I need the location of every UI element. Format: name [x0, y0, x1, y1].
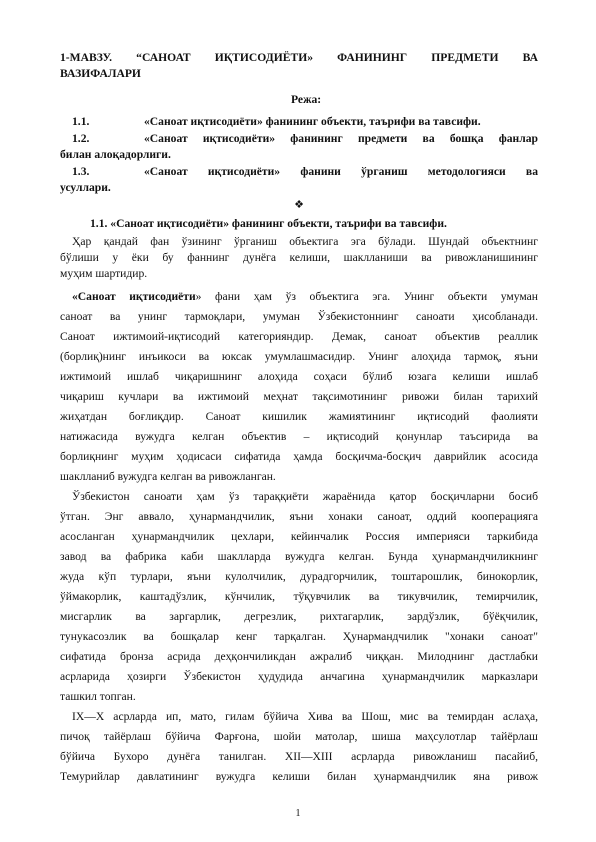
paragraph-4-line: бўйича Бухоро дунёга танилган. XII—XIII асрларда ривожланиш пасайиб, — [60, 750, 538, 763]
paragraph-2-line: саноат ва унинг тармоқлари, умуман Ўзбекистоннинг саноати ҳисобланади. — [60, 310, 538, 323]
paragraph-3-line: сифатида бронза асрида деҳқончиликдан ажралиб чиққан. Милоднинг дастлабки — [60, 650, 538, 663]
paragraph-2-line: Саноат ижтимоий-иқтисодий категорияндир. Демак, саноат объектив реаллик — [60, 330, 538, 343]
page-number: 1 — [295, 808, 301, 819]
paragraph-2-first-line-rest: » фани ҳам ўз объектига эга. Унинг объекти умуман — [195, 290, 538, 303]
paragraph-2-line: жиҳатдан боғлиқдир. Саноат кишилик жамиятининг иқтисодий фаолияти — [60, 410, 538, 423]
plan-item-number: 1.1. — [72, 115, 90, 128]
paragraph-1-line: бўлиши у ёки бу фаннинг дунёга келиши, шаклланиши ва ривожланишининг — [60, 251, 538, 264]
paragraph-2-line: (борлиқ)нинг инъикоси ва юксак умумлашмасидир. Унинг алоҳида тармоқ, яъни — [60, 350, 538, 363]
paragraph-3-line: жуда кўп турлари, яъни кулолчилик, дурадгорчилик, тоштарошлик, бинокорлик, — [60, 570, 538, 583]
topic-title-line-2: ВАЗИФАЛАРИ — [60, 67, 141, 80]
paragraph-4-line: Темурийлар давлатининг вужудга келиши билан ҳунармандчилик яна ривож — [60, 770, 538, 783]
paragraph-2-line: борлиқнинг муҳим ҳодисаси сифатида ҳамда босқичма-босқич даврийлик асосида — [60, 450, 538, 463]
paragraph-4-line: IX—X асрларда ип, мато, гилам бўйича Хива ва Шош, мис ва темирдан аслаҳа, — [72, 710, 538, 723]
paragraph-2-line: шаклланиб вужудга келган ва ривожланган. — [60, 470, 276, 483]
plan-item-2-continuation: билан алоқадорлиги. — [60, 148, 171, 161]
plan-item-text: «Саноат иқтисодиёти» фанининг предмети ва бошқа фанлар — [144, 132, 538, 145]
paragraph-1-line: Ҳар қандай фан ўзининг ўрганиш объектига эга бўлади. Шундай объектнинг — [72, 235, 538, 248]
paragraph-4-line: пичоқ тайёрлаш бўйича Фарғона, шойи матолар, шиша маҳсулотлар тайёрлаш — [60, 730, 538, 743]
plan-item-number: 1.2. — [72, 132, 90, 145]
paragraph-2-line — [60, 289, 538, 304]
plan-item-text: «Саноат иқтисодиёти» фанини ўрганиш методологияси ва — [144, 165, 538, 178]
paragraph-3-line: Ўзбекистон саноати ҳам ўз тараққиёти жараёнида қатор босқичларни босиб — [72, 490, 538, 503]
paragraph-3-line: асрларида ҳозирги Ўзбекистон ҳудудида анчагина ҳунармандчилик марказлари — [60, 670, 538, 683]
paragraph-3-line: завод ва фабрика каби шакллардa вужудга келган. Бунда ҳунармандчиликнинг — [60, 550, 538, 563]
paragraph-3-line: мисгарлик ва заргарлик, дегрезлик, рихтагарлик, зардўзлик, бўёқчилик, — [60, 610, 538, 623]
plan-item-text: «Саноат иқтисодиёти» фанининг объекти, таърифи ва тавсифи. — [144, 115, 481, 128]
paragraph-3-line: ташкил топган. — [60, 690, 136, 703]
plan-item-number: 1.3. — [72, 165, 90, 178]
paragraph-2-line: ижтимоий ишлаб чиқаришнинг алоҳида соҳаси бўлиб юзага келиши ишлаб — [60, 370, 538, 383]
paragraph-3-line: асосланган ҳунармандчилик цехлари, кейинчалик Россия империяси таркибида — [60, 530, 538, 543]
plan-label: Режа: — [291, 93, 322, 106]
paragraph-1-line: муҳим шартидир. — [60, 267, 148, 280]
paragraph-3-line: ўтган. Энг аввало, ҳунармандчилик, яъни хонаки саноат, оддий кооперацияга — [60, 510, 538, 523]
paragraph-2-line: чиқариш кучлари ва ижтимоий меҳнат тақсимотининг ривожи билан тарихий — [60, 390, 538, 403]
paragraph-3-line: тунукасозлик ва бошқалар кенг тарқалган. Ҳунармандчилик "хонаки саноат" — [60, 630, 538, 643]
plan-item-3-continuation: усуллари. — [60, 181, 111, 194]
term-bold: «Саноат иқтисодиёти — [72, 290, 196, 303]
section-heading: 1.1. «Саноат иқтисодиёти» фанининг объекти, таърифи ва тавсифи. — [90, 217, 447, 230]
paragraph-2-line: натижасида вужудга келган объектив – иқтисодий қонунлар таъсирида ва — [60, 430, 538, 443]
topic-title-line-1: 1-МАВЗУ. “САНОАТ ИҚТИСОДИЁТИ» ФАНИНИНГ ПРЕДМЕТИ ВА — [60, 51, 538, 64]
paragraph-3-line: ўймакорлик, каштадўзлик, кўнчилик, тўқувчилик ва тикувчилик, темирчилик, — [60, 590, 538, 603]
section-divider-icon: ❖ — [294, 199, 304, 211]
